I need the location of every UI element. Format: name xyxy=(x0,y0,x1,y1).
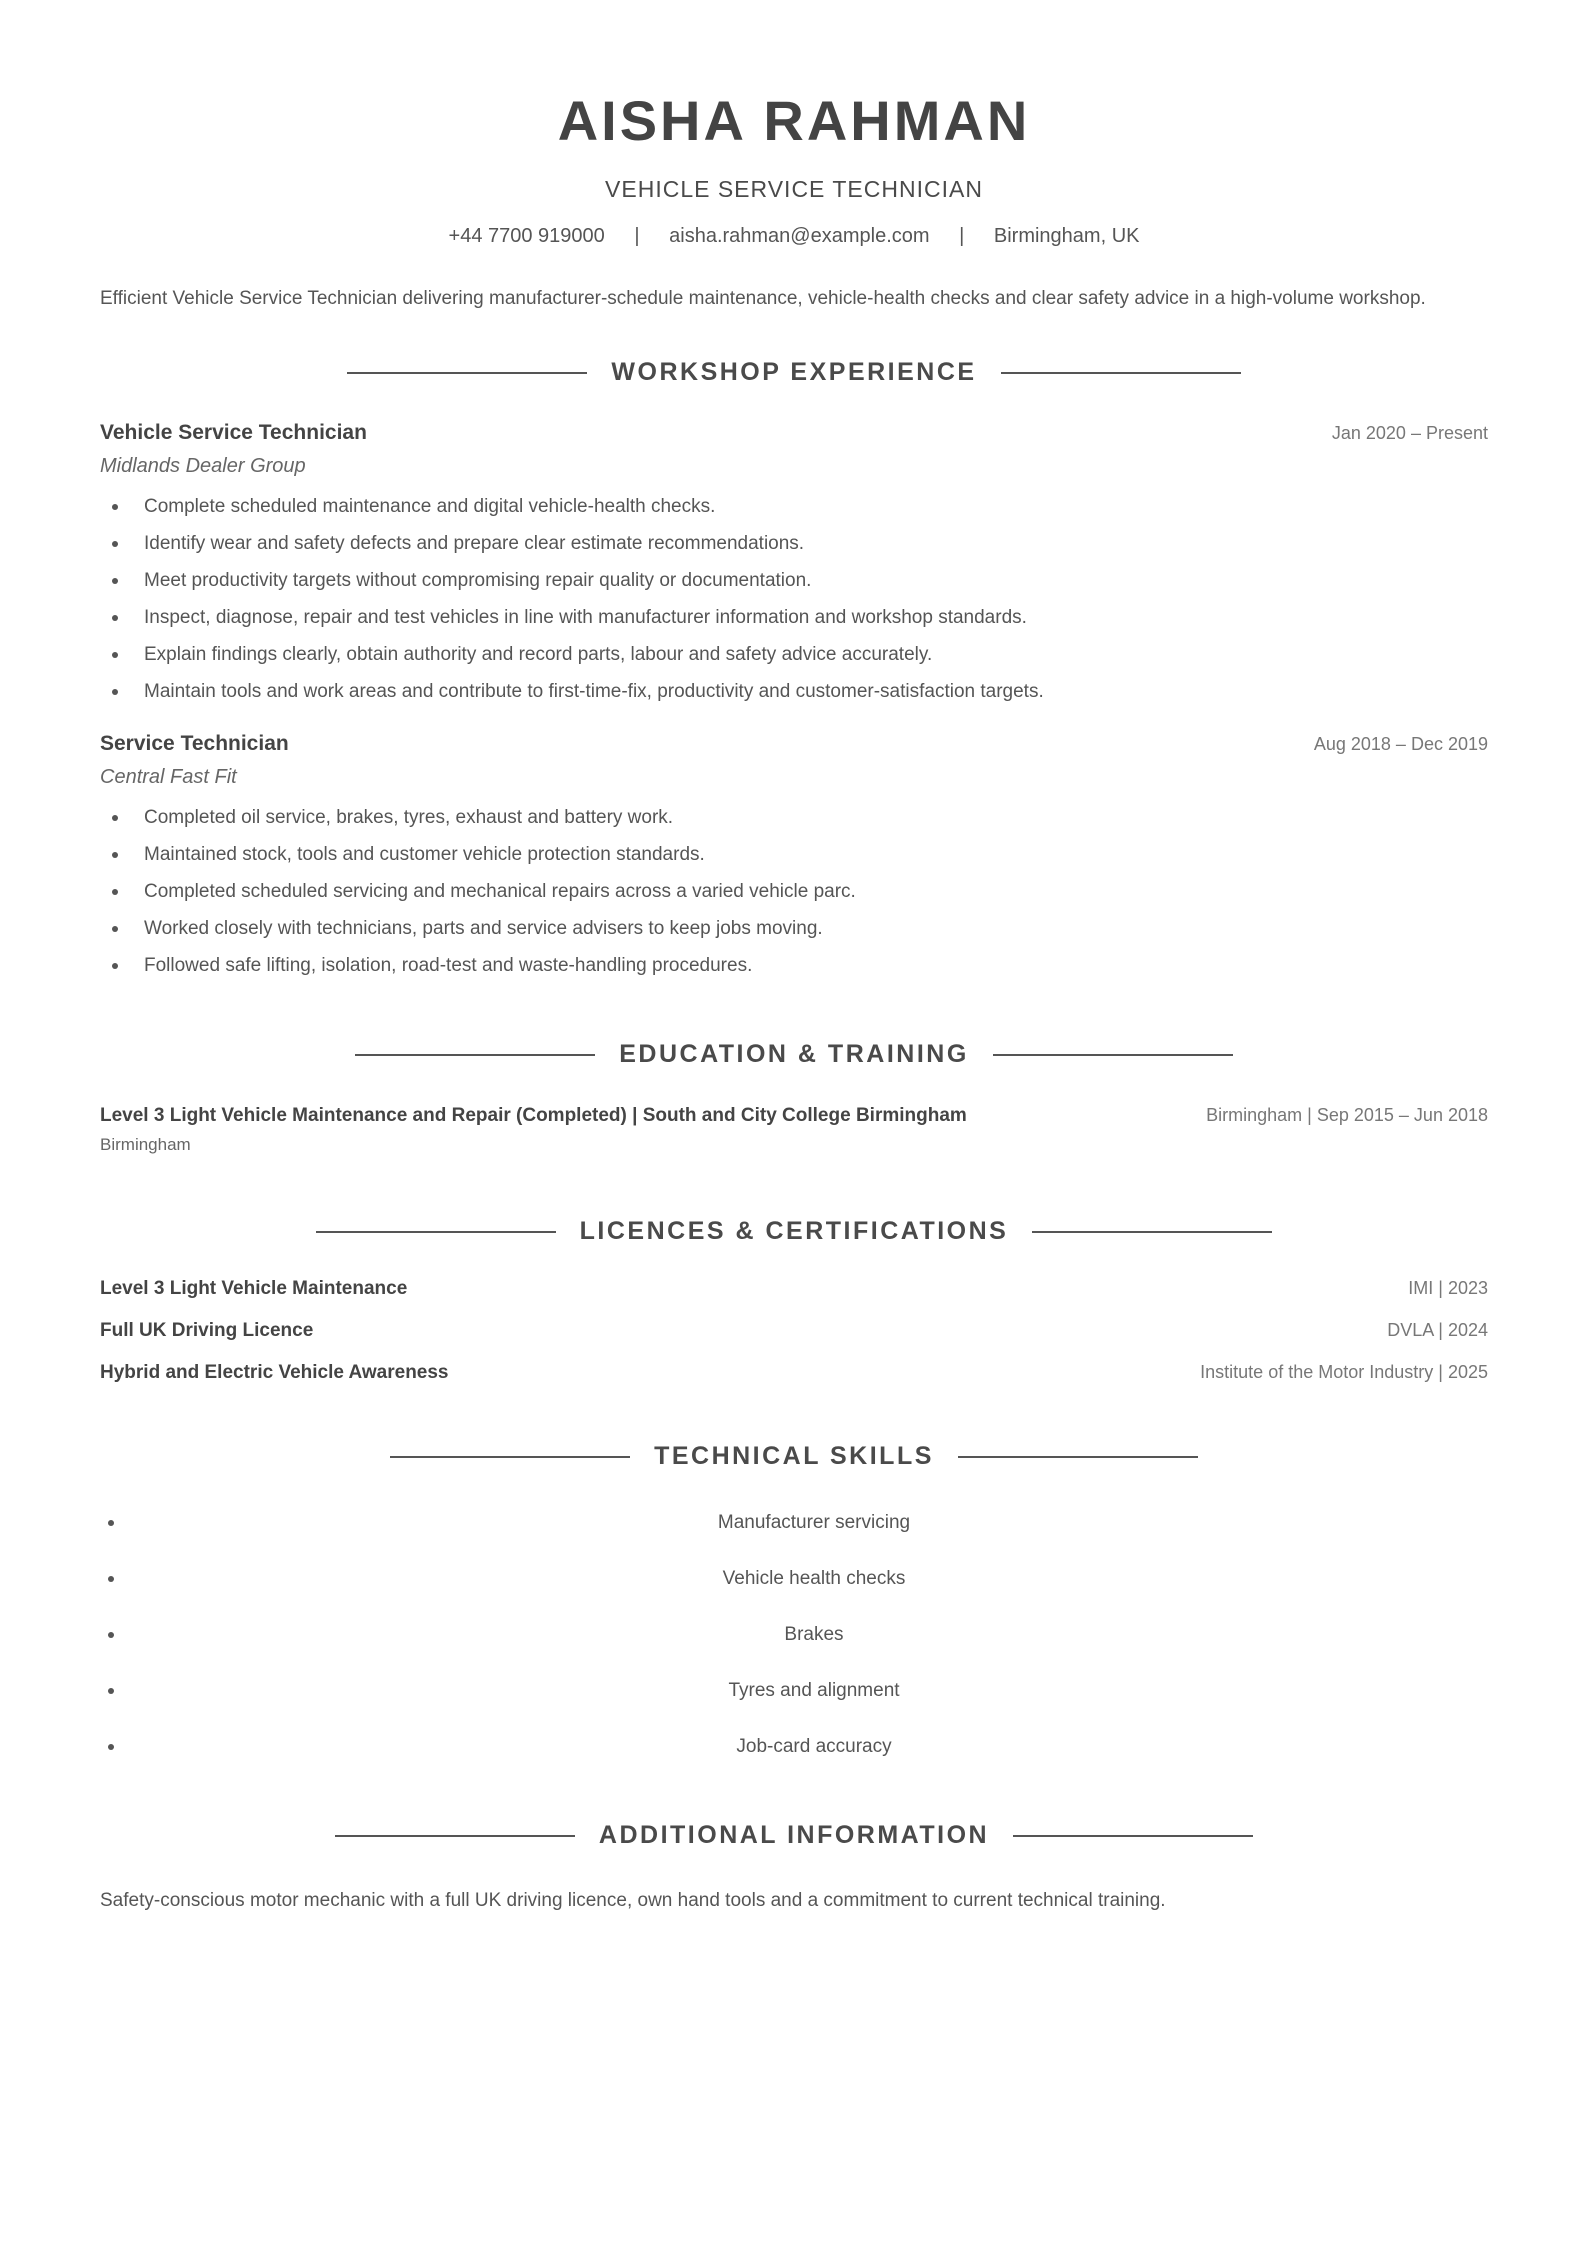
job-dates: Aug 2018 – Dec 2019 xyxy=(1313,734,1488,754)
bullet-item: Worked closely with technicians, parts and service advisers to keep jobs moving. xyxy=(144,910,1488,947)
section-heading-text: EDUCATION & TRAINING xyxy=(619,1040,969,1068)
certification-name: Hybrid and Electric Vehicle Awareness xyxy=(100,1362,449,1383)
bullet-item: Identify wear and safety defects and prepare clear estimate recommendations. xyxy=(144,525,1488,562)
contact-separator: | xyxy=(959,225,965,247)
education-title: Level 3 Light Vehicle Maintenance and Repair (Completed) | South and City College Birmingham xyxy=(100,1105,967,1126)
bullet-item: Explain findings clearly, obtain authority and record parts, labour and safety advice accurately. xyxy=(144,636,1488,673)
bullet-item: Completed scheduled servicing and mechanical repairs across a varied vehicle parc. xyxy=(144,873,1488,910)
skill-item: Tyres and alignment xyxy=(100,1663,1488,1719)
job-title: Vehicle Service Technician xyxy=(100,421,367,444)
section-heading-experience xyxy=(100,358,1488,387)
certification-row xyxy=(100,1362,1488,1404)
contact-line xyxy=(100,225,1488,248)
section-heading-skills xyxy=(100,1442,1488,1471)
section-heading-certifications xyxy=(100,1217,1488,1246)
job-header xyxy=(100,732,1488,756)
certification-name: Full UK Driving Licence xyxy=(100,1320,314,1341)
bullet-item: Maintained stock, tools and customer vehicle protection standards. xyxy=(144,836,1488,873)
job-entry xyxy=(100,421,1488,710)
heading-rule-left xyxy=(347,372,587,374)
skills-list xyxy=(100,1495,1488,1775)
heading-rule-right xyxy=(1032,1231,1272,1233)
certifications-list xyxy=(100,1278,1488,1404)
additional-information-text: Safety-conscious motor mechanic with a full UK driving licence, own hand tools and a commitment to current technical training. xyxy=(100,1890,1166,1911)
contact-separator: | xyxy=(634,225,640,247)
section-heading-education xyxy=(100,1040,1488,1069)
company-name: Central Fast Fit xyxy=(100,766,237,788)
job-title: Service Technician xyxy=(100,732,289,755)
section-heading-text: ADDITIONAL INFORMATION xyxy=(598,1821,990,1849)
skill-item: Manufacturer servicing xyxy=(100,1495,1488,1551)
certification-name: Level 3 Light Vehicle Maintenance xyxy=(100,1278,408,1299)
education-location: Birmingham xyxy=(100,1135,191,1154)
certification-meta: Institute of the Motor Industry | 2025 xyxy=(1200,1362,1488,1382)
heading-rule-left xyxy=(390,1456,630,1458)
bullet-item: Maintain tools and work areas and contribute to first-time-fix, productivity and customer-satisfaction targets. xyxy=(144,673,1488,710)
location: Birmingham, UK xyxy=(993,225,1140,247)
section-heading-text: LICENCES & CERTIFICATIONS xyxy=(579,1217,1009,1245)
section-heading-additional xyxy=(100,1821,1488,1850)
section-heading-text: WORKSHOP EXPERIENCE xyxy=(611,358,977,386)
company-name: Midlands Dealer Group xyxy=(100,455,306,477)
job-dates: Jan 2020 – Present xyxy=(1331,423,1488,443)
certification-meta: DVLA | 2024 xyxy=(1387,1320,1488,1340)
skill-item: Vehicle health checks xyxy=(100,1551,1488,1607)
bullet-item: Inspect, diagnose, repair and test vehicles in line with manufacturer information and workshop standards. xyxy=(144,599,1488,636)
candidate-title: VEHICLE SERVICE TECHNICIAN xyxy=(605,176,983,202)
heading-rule-left xyxy=(355,1054,595,1056)
certification-row xyxy=(100,1278,1488,1320)
heading-rule-right xyxy=(993,1054,1233,1056)
job-entry xyxy=(100,732,1488,984)
heading-rule-left xyxy=(335,1835,575,1837)
bullet-item: Complete scheduled maintenance and digital vehicle-health checks. xyxy=(144,488,1488,525)
bullet-item: Meet productivity targets without compromising repair quality or documentation. xyxy=(144,562,1488,599)
certification-meta: IMI | 2023 xyxy=(1408,1278,1488,1298)
heading-rule-right xyxy=(1013,1835,1253,1837)
job-header xyxy=(100,421,1488,445)
bullet-item: Completed oil service, brakes, tyres, exhaust and battery work. xyxy=(144,799,1488,836)
certification-row xyxy=(100,1320,1488,1362)
job-bullets xyxy=(100,488,1488,710)
email-address: aisha.rahman@example.com xyxy=(669,225,930,247)
skill-item: Brakes xyxy=(100,1607,1488,1663)
section-heading-text: TECHNICAL SKILLS xyxy=(654,1442,934,1470)
education-header xyxy=(100,1105,1488,1127)
job-bullets xyxy=(100,799,1488,984)
education-meta: Birmingham | Sep 2015 – Jun 2018 xyxy=(1206,1105,1488,1125)
education-entry xyxy=(100,1105,1488,1155)
candidate-name: AISHA RAHMAN xyxy=(557,89,1031,152)
phone-number: +44 7700 919000 xyxy=(448,225,605,247)
professional-summary: Efficient Vehicle Service Technician delivering manufacturer-schedule maintenance, vehicle-health checks and clear safety advice in a high-volume workshop. xyxy=(100,288,1426,309)
heading-rule-left xyxy=(316,1231,556,1233)
skill-item: Job-card accuracy xyxy=(100,1719,1488,1775)
heading-rule-right xyxy=(1001,372,1241,374)
heading-rule-right xyxy=(958,1456,1198,1458)
bullet-item: Followed safe lifting, isolation, road-test and waste-handling procedures. xyxy=(144,947,1488,984)
